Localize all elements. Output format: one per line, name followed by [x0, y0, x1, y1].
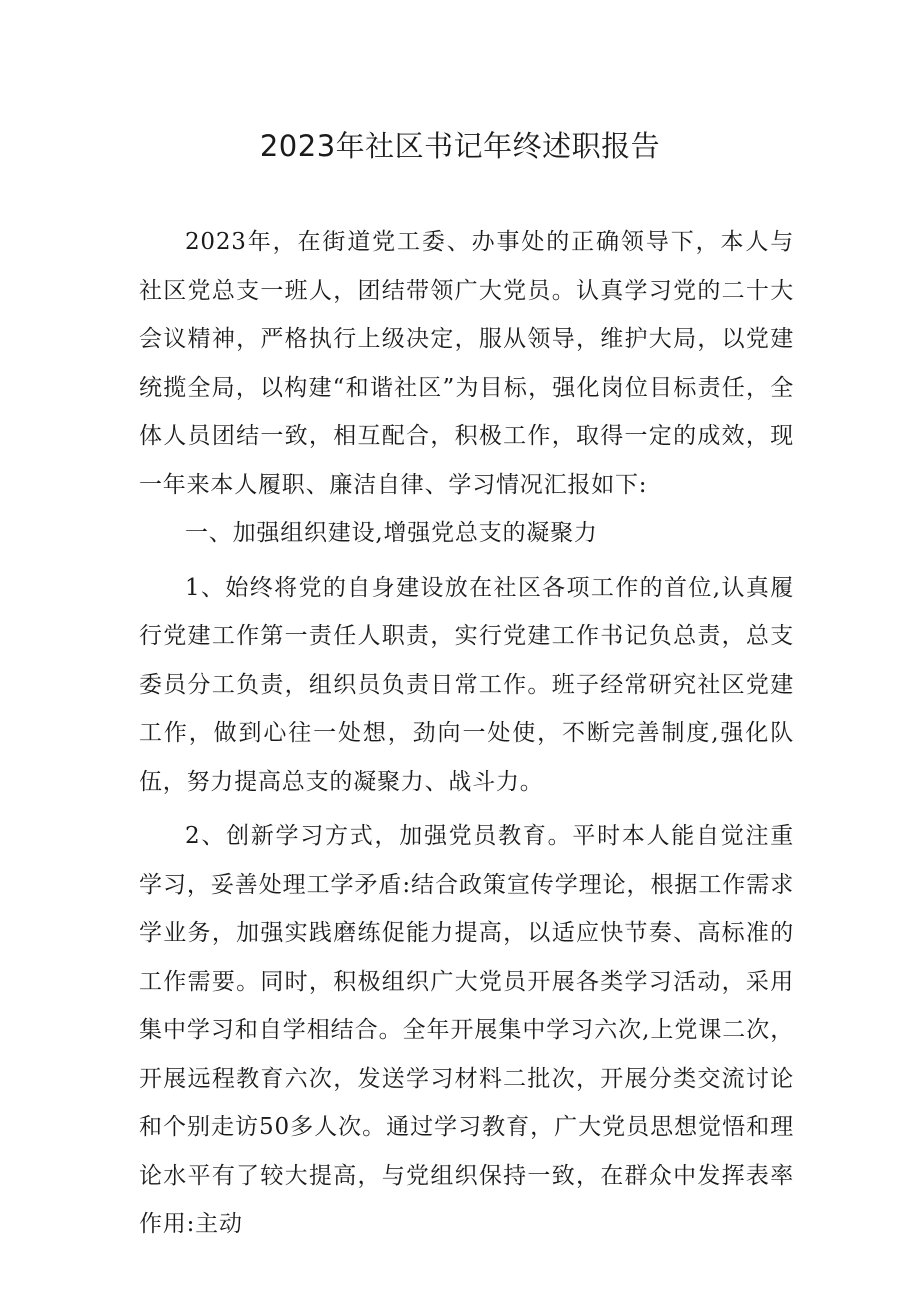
document-title: 2023年社区书记年终述职报告 — [259, 129, 661, 163]
section-item-2: 2、创新学习方式，加强党员教育。平时本人能自觉注重学习，妥善处理工学矛盾:结合政策宣传学理论，根据工作需求学业务，加强实践磨练促能力提高，以适应快节奏、高标准的工作需要。同时，积极组织广大党员开展各类学习活动，采用集中学习和自学相结合。全年开展集中学习六次,上党课二次，开展远程教育六次，发送学习材料二批次，开展分类交流讨论和个别走访50多人次。通过学习教育，广大党员思想觉悟和理论水平有了较大提高，与党组织保持一致，在群众中发挥表率作用:主动 — [139, 823, 794, 1237]
intro-paragraph: 2023年，在街道党工委、办事处的正确领导下，本人与社区党总支一班人，团结带领广大党员。认真学习党的二十大会议精神，严格执行上级决定，服从领导，维护大局，以党建统揽全局，以构建“和谐社区”为目标，强化岗位目标责任，全体人员团结一致，相互配合，积极工作，取得一定的成效，现一年来本人履职、廉洁自律、学习情况汇报如下: — [139, 229, 794, 498]
section-item-1: 1、始终将党的自身建设放在社区各项工作的首位,认真履行党建工作第一责任人职责，实行党建工作书记负总责，总支委员分工负责，组织员负责日常工作。班子经常研究社区党建工作，做到心往一处想，劲向一处使，不断完善制度,强化队伍，努力提高总支的凝聚力、战斗力。 — [139, 574, 794, 795]
section-heading-1: 一、加强组织建设,增强党总支的凝聚力 — [185, 520, 598, 546]
document-body — [139, 218, 794, 1255]
